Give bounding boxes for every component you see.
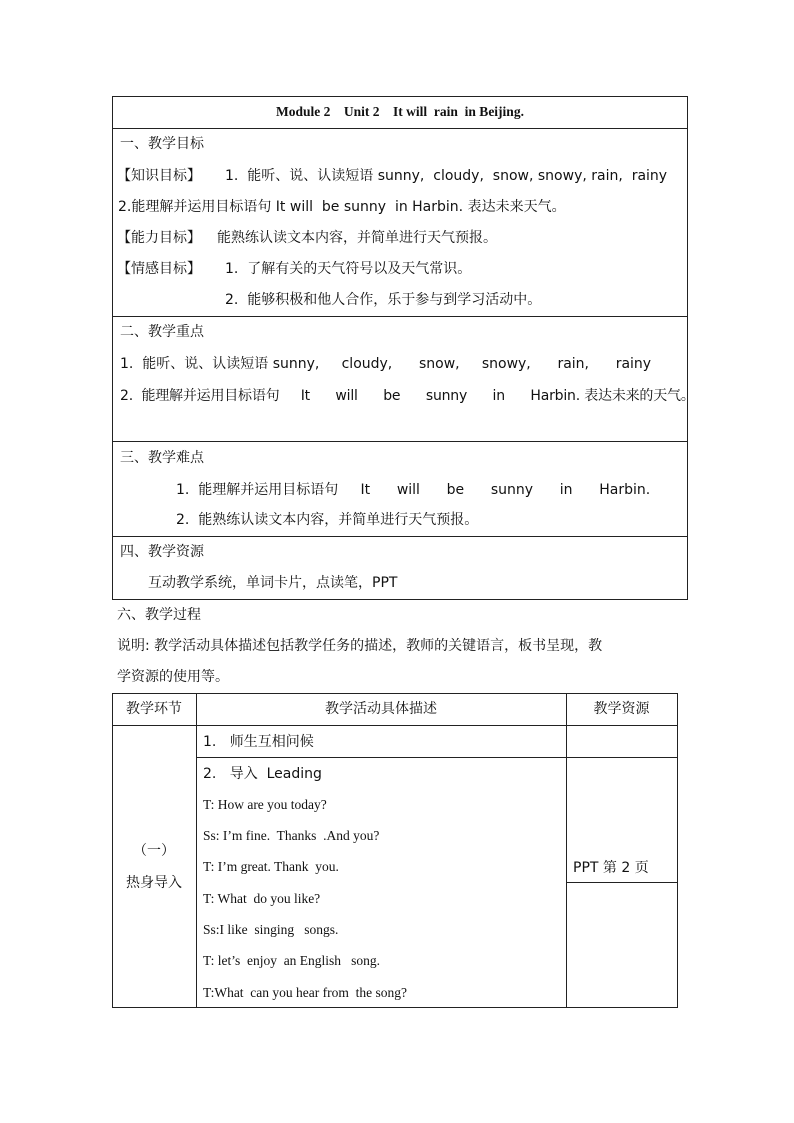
top-table-border-right [687, 96, 688, 600]
difficulties-heading: 三、教学难点 [120, 450, 204, 466]
process-table-col-divider-1 [196, 693, 197, 1008]
resource-ppt-page: PPT 第 2 页 [573, 860, 649, 876]
resources-text: 互动教学系统，单词卡片，点读笔，PPT [148, 575, 398, 591]
ability-label: 【能力目标】 [117, 230, 201, 246]
process-note-line-2: 学资源的使用等。 [117, 669, 229, 685]
top-table-border-top [112, 96, 688, 97]
ability-text: 能熟练认读文本内容，并简单进行天气预报。 [217, 230, 497, 246]
knowledge-item-2: 2.能理解并运用目标语句 It will be sunny in Harbin. 表达未来天气。 [118, 199, 566, 215]
process-table-step1-divider [196, 757, 678, 758]
dialogue-line: T:What can you hear from the song? [203, 985, 408, 1000]
process-note-line-1: 说明: 教学活动具体描述包括教学任务的描述，教师的关键语言，板书呈现，教 [117, 638, 603, 654]
dialogue-line: T: let’s enjoy an English song. [203, 953, 381, 968]
top-table-border-bottom [112, 599, 688, 600]
keypoints-item-1: 1. 能听、说、认读短语 sunny, cloudy, snow, snowy, rain, rainy [120, 356, 652, 372]
process-table-col-divider-2 [566, 693, 567, 1008]
activity-step-1: 1. 师生互相问候 [203, 734, 314, 750]
top-table-divider-keypoints [112, 441, 688, 442]
module-title: Module 2 Unit 2 It will rain in Beijing. [276, 104, 524, 119]
dialogue-line: T: How are you today? [203, 797, 327, 812]
objectives-heading: 一、教学目标 [120, 136, 204, 152]
dialogue-line: T: What do you like? [203, 891, 321, 906]
resources-heading: 四、教学资源 [120, 544, 204, 560]
emotion-item-2: 2. 能够积极和他人合作，乐于参与到学习活动中。 [225, 292, 542, 308]
table-header-activity: 教学活动具体描述 [325, 701, 437, 717]
process-heading: 六、教学过程 [117, 607, 201, 623]
stage-number: （一） [133, 843, 175, 859]
activity-step-2: 2. 导入 Leading [203, 766, 322, 782]
emotion-label: 【情感目标】 [117, 261, 201, 277]
top-table-border-left [112, 96, 113, 600]
top-table-divider-title [112, 128, 688, 129]
keypoints-heading: 二、教学重点 [120, 324, 204, 340]
dialogue-line: T: I’m great. Thank you. [203, 859, 339, 874]
knowledge-item-1: 1. 能听、说、认读短语 sunny, cloudy, snow, snowy, rain, rainy [225, 168, 668, 184]
difficulties-item-2: 2. 能熟练认读文本内容，并简单进行天气预报。 [176, 512, 479, 528]
stage-name: 热身导入 [126, 875, 182, 891]
top-table-divider-objectives [112, 316, 688, 317]
emotion-item-1: 1. 了解有关的天气符号以及天气常识。 [225, 261, 472, 277]
process-table-border-right [677, 693, 678, 1008]
knowledge-label: 【知识目标】 [117, 168, 201, 184]
table-header-stage: 教学环节 [126, 701, 182, 717]
difficulties-item-1: 1. 能理解并运用目标语句 It will be sunny in Harbin. [176, 482, 651, 498]
keypoints-item-2: 2. 能理解并运用目标语句 It will be sunny in Harbin. 表达未来的天气。 [120, 388, 695, 404]
process-table-resource-divider [566, 882, 678, 883]
table-header-resource: 教学资源 [593, 701, 650, 717]
dialogue-line: Ss:I like singing songs. [203, 922, 339, 937]
top-table-divider-difficulties [112, 536, 688, 537]
dialogue-line: Ss: I’m fine. Thanks .And you? [203, 828, 380, 843]
